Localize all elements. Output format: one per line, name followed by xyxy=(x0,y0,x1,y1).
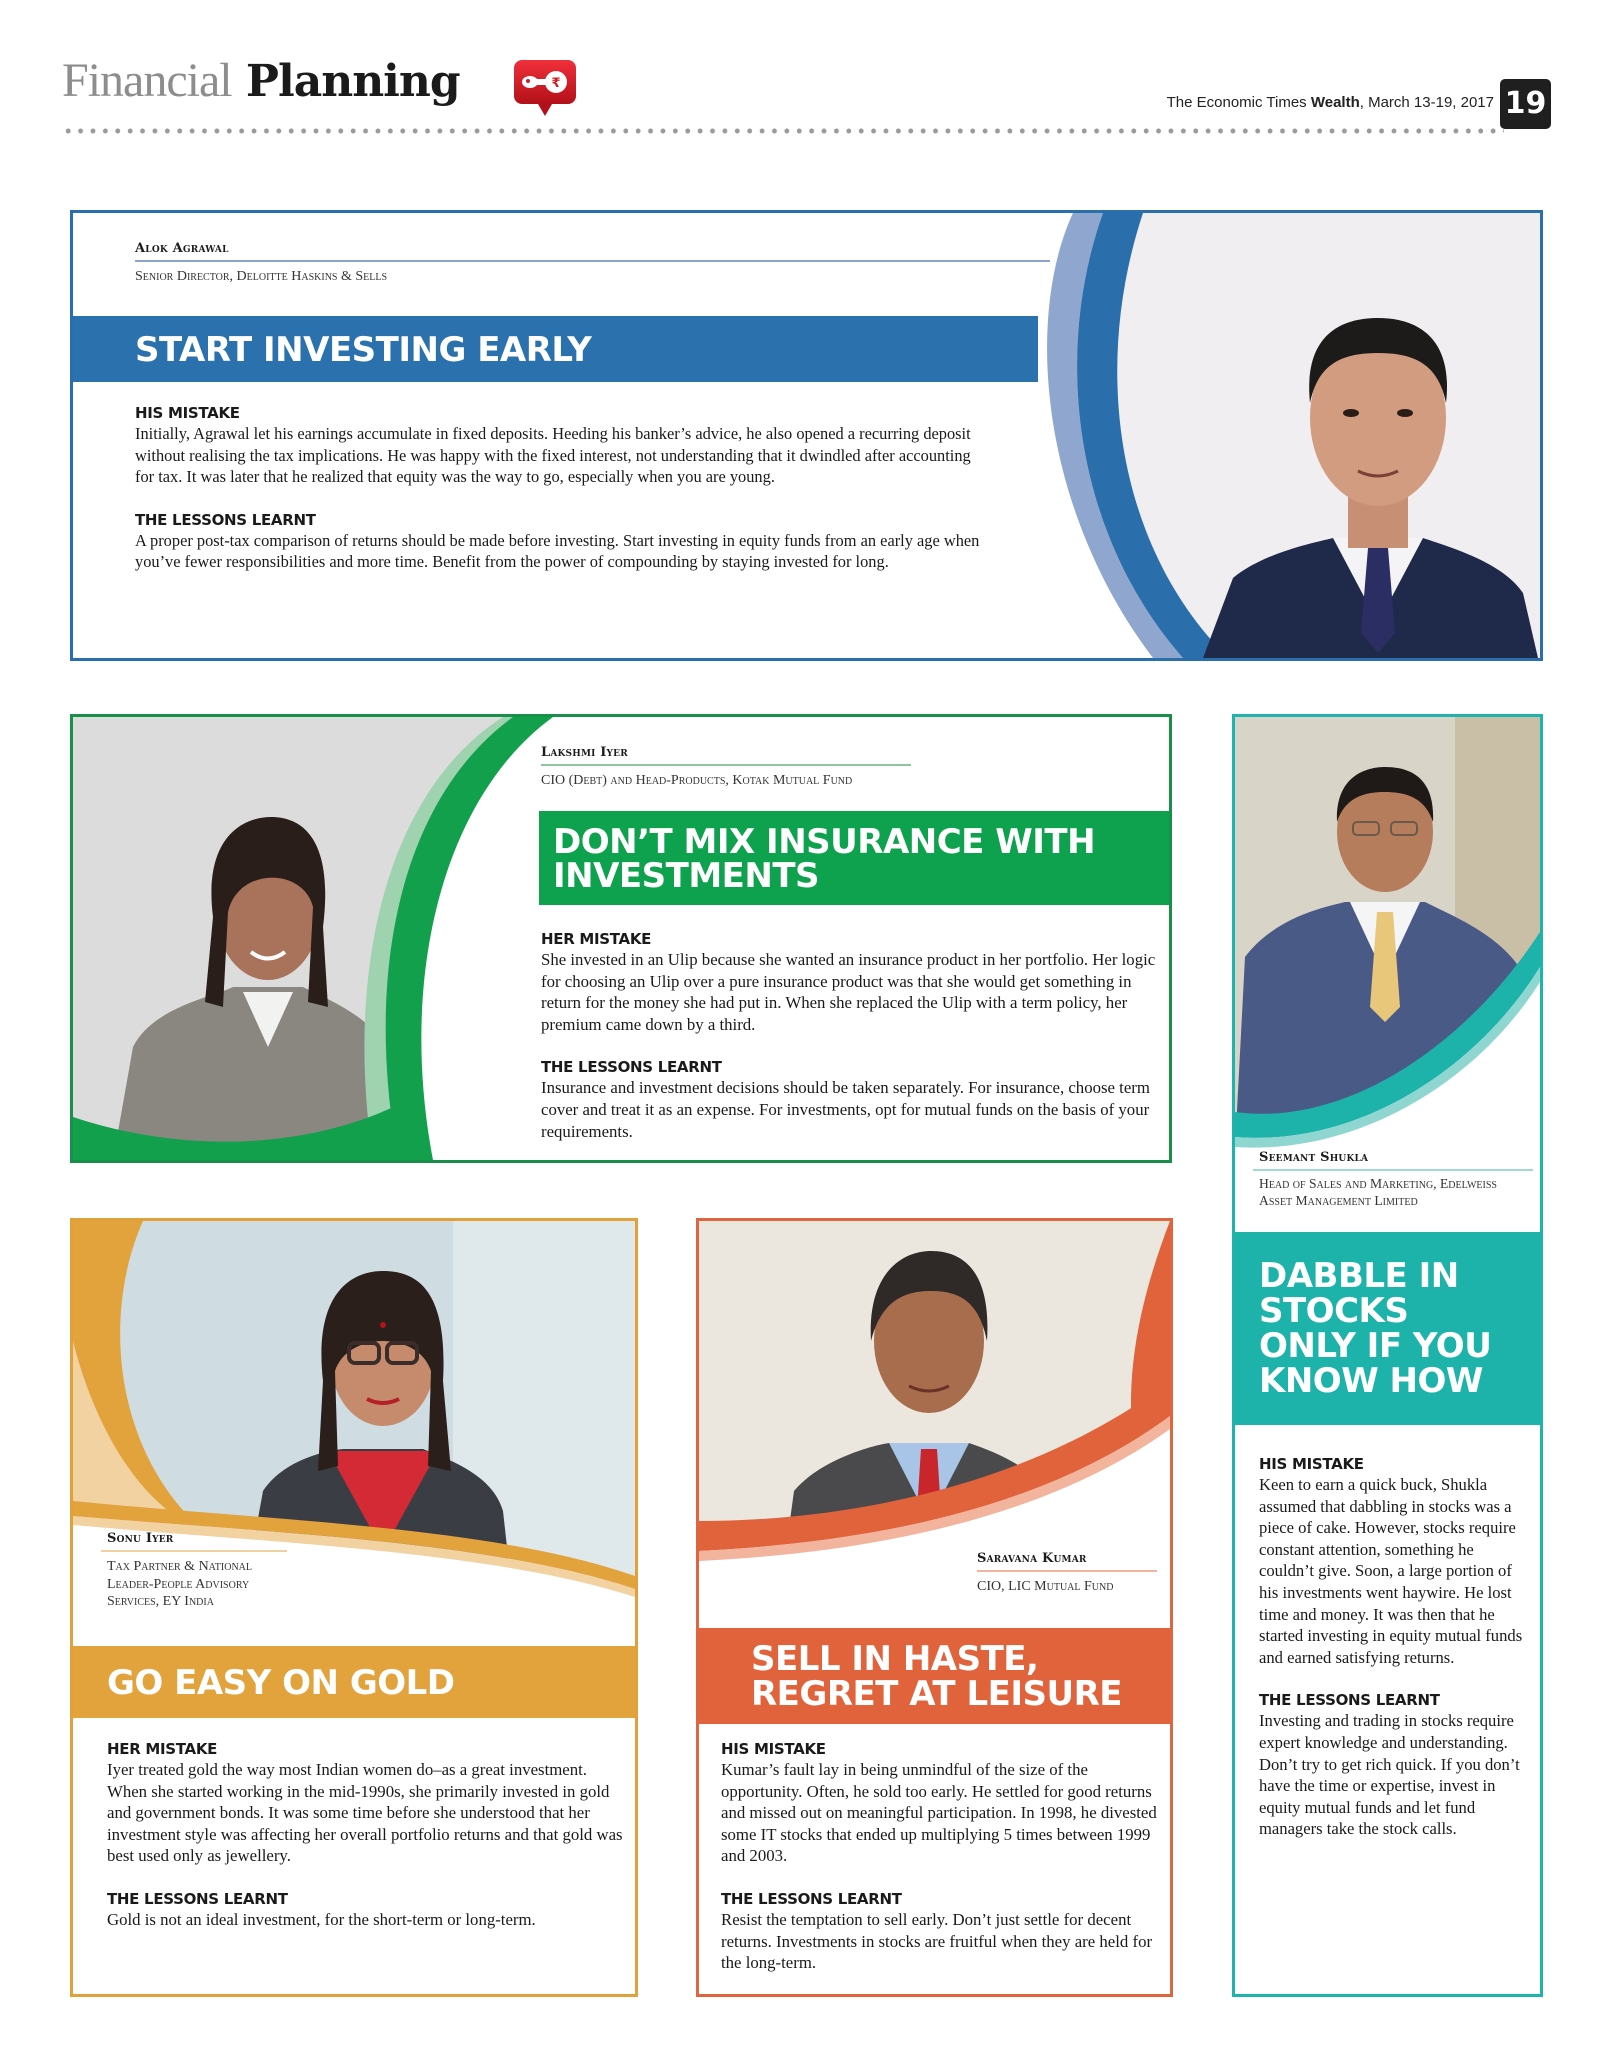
lessons-heading: THE LESSONS LEARNT xyxy=(541,1058,722,1077)
person-name: Alok Agrawal xyxy=(135,241,229,256)
name-divider xyxy=(1253,1169,1533,1171)
person-role: CIO (Debt) and Head-Products, Kotak Mutual Fund xyxy=(541,773,853,788)
person-info xyxy=(107,1531,297,1611)
publication-edition: Wealth xyxy=(1310,94,1360,111)
svg-text:₹: ₹ xyxy=(551,76,561,91)
lessons-text: A proper post-tax comparison of returns should be made before investing. Start investing in equity funds from an early age when you’ve fewer responsibilities and more time. Benefit from the power of compounding by staying invested for long. xyxy=(135,530,980,572)
card-body xyxy=(107,1739,627,1931)
section-title xyxy=(62,56,460,105)
portrait-photo xyxy=(1033,213,1543,658)
person-name: Seemant Shukla xyxy=(1259,1150,1369,1165)
mistake-heading: HER MISTAKE xyxy=(107,1740,218,1758)
mistake-heading: HER MISTAKE xyxy=(541,930,652,948)
profile-card-saravana-kumar xyxy=(696,1218,1173,1997)
headline-band xyxy=(1235,1232,1540,1425)
card-body xyxy=(1259,1454,1529,1840)
headline-line: KNOW HOW xyxy=(1259,1361,1483,1401)
headline-line: DABBLE IN xyxy=(1259,1256,1459,1296)
profile-card-alok-agrawal xyxy=(70,210,1543,661)
card-body xyxy=(541,929,1161,1142)
mistake-text: Initially, Agrawal let his earnings accumulate in fixed deposits. Heeding his banker’s advice, he also opened a recurring deposit without realising the tax implications. He was happy with the fixed interest, not understanding that it dwindled after accounting for tax. It was later that he realized that equity was the way to go, especially when you are young. xyxy=(135,424,971,487)
person-role: Head of Sales and Marketing, Edelweiss Asset Management Limited xyxy=(1259,1176,1497,1208)
person-role: Senior Director, Deloitte Haskins & Sells xyxy=(135,269,388,284)
publication-line xyxy=(1167,94,1494,111)
section-title-light: Financial xyxy=(62,54,232,107)
name-divider xyxy=(541,764,911,766)
publication-date: , March 13-19, 2017 xyxy=(1359,94,1494,111)
headline-line: REGRET AT LEISURE xyxy=(751,1674,1122,1714)
lessons-heading: THE LESSONS LEARNT xyxy=(1259,1691,1440,1710)
headline-line: ONLY IF YOU xyxy=(1259,1326,1492,1366)
headline-band xyxy=(699,1628,1170,1724)
headline-line: STOCKS xyxy=(1259,1291,1409,1331)
lessons-heading: THE LESSONS LEARNT xyxy=(107,1889,288,1908)
headline-band xyxy=(539,811,1172,905)
mistake-text: Kumar’s fault lay in being unmindful of the size of the opportunity. Often, he sold too early. He settled for good returns and missed out on meaningful participation. In 1998, he divested some IT stocks that ended up multiplying 5 times between 1999 and 2003. xyxy=(721,1760,1157,1866)
person-info xyxy=(1259,1150,1529,1210)
name-divider xyxy=(135,260,1050,262)
person-role: CIO, LIC Mutual Fund xyxy=(977,1579,1114,1594)
person-role: Tax Partner & National Leader-People Advisory Services, EY India xyxy=(107,1559,253,1609)
headline-line: INVESTMENTS xyxy=(553,856,820,896)
person-name: Saravana Kumar xyxy=(977,1551,1087,1566)
portrait-photo xyxy=(73,717,553,1160)
profile-card-lakshmi-iyer xyxy=(70,714,1172,1163)
lessons-heading: THE LESSONS LEARNT xyxy=(721,1889,902,1908)
headline: START INVESTING EARLY xyxy=(135,330,592,370)
headline-line: SELL IN HASTE, xyxy=(751,1639,1039,1679)
headline-band xyxy=(73,1646,635,1718)
mistake-heading: HIS MISTAKE xyxy=(1259,1455,1364,1473)
profile-card-sonu-iyer xyxy=(70,1218,638,1997)
portrait-photo xyxy=(699,1221,1170,1601)
person-name: Sonu Iyer xyxy=(107,1531,174,1546)
card-body xyxy=(721,1739,1161,1974)
headline-line: DON’T MIX INSURANCE WITH xyxy=(553,822,1096,862)
lessons-text: Gold is not an ideal investment, for the short-term or long-term. xyxy=(107,1909,536,1929)
person-info xyxy=(541,745,911,790)
lessons-text: Resist the temptation to sell early. Don’t just settle for decent returns. Investments in stocks are fruitful when they are held for the long-term. xyxy=(721,1909,1153,1973)
piggy-key-rupee-icon xyxy=(512,58,578,118)
name-divider xyxy=(101,1550,287,1552)
mistake-heading: HIS MISTAKE xyxy=(135,404,240,422)
page-number: 19 xyxy=(1500,79,1551,129)
mistake-text: Iyer treated gold the way most Indian women do–as a great investment. When she started working in the mid-1990s, she primarily invested in gold and government bonds. It was some time before she understood that her investment style was affecting her overall portfolio returns and that gold was best used only as jewellery. xyxy=(107,1760,623,1866)
section-title-bold: Planning xyxy=(245,56,460,107)
mistake-text: Keen to earn a quick buck, Shukla assumed that dabbling in stocks was a piece of cake. However, stocks require constant attention, something he couldn’t give. Soon, a large portion of his investments went haywire. He lost time and money. It was then that he started investing in equity mutual funds and earned satisfying returns. xyxy=(1259,1475,1523,1667)
portrait-photo xyxy=(1235,717,1540,1149)
mistake-text: She invested in an Ulip because she wanted an insurance product in her portfolio. Her logic for choosing an Ulip over a pure insurance product was that she would get something in return for the money she had put in. When she replaced the Ulip with a term policy, her premium came down by a third. xyxy=(541,950,1156,1034)
headline: GO EASY ON GOLD xyxy=(107,1663,455,1703)
card-body xyxy=(135,403,985,573)
person-info xyxy=(977,1551,1162,1596)
lessons-text: Insurance and investment decisions should be taken separately. For insurance, choose term cover and treat it as an expense. For investments, opt for mutual funds on the basis of your requirements. xyxy=(541,1078,1150,1141)
headline-band xyxy=(73,316,1038,382)
lessons-heading: THE LESSONS LEARNT xyxy=(135,510,316,529)
name-divider xyxy=(977,1570,1157,1572)
profile-card-seemant-shukla xyxy=(1232,714,1543,1997)
person-info xyxy=(135,241,1050,286)
person-name: Lakshmi Iyer xyxy=(541,745,628,760)
mistake-heading: HIS MISTAKE xyxy=(721,1740,826,1758)
header-dotted-rule xyxy=(62,128,1504,134)
publication-name: The Economic Times xyxy=(1166,94,1311,111)
lessons-text: Investing and trading in stocks require expert knowledge and understanding. Don’t try to get rich quick. If you don’t have the time or expertise, invest in equity mutual funds and let fund managers take the stock calls. xyxy=(1259,1711,1520,1839)
